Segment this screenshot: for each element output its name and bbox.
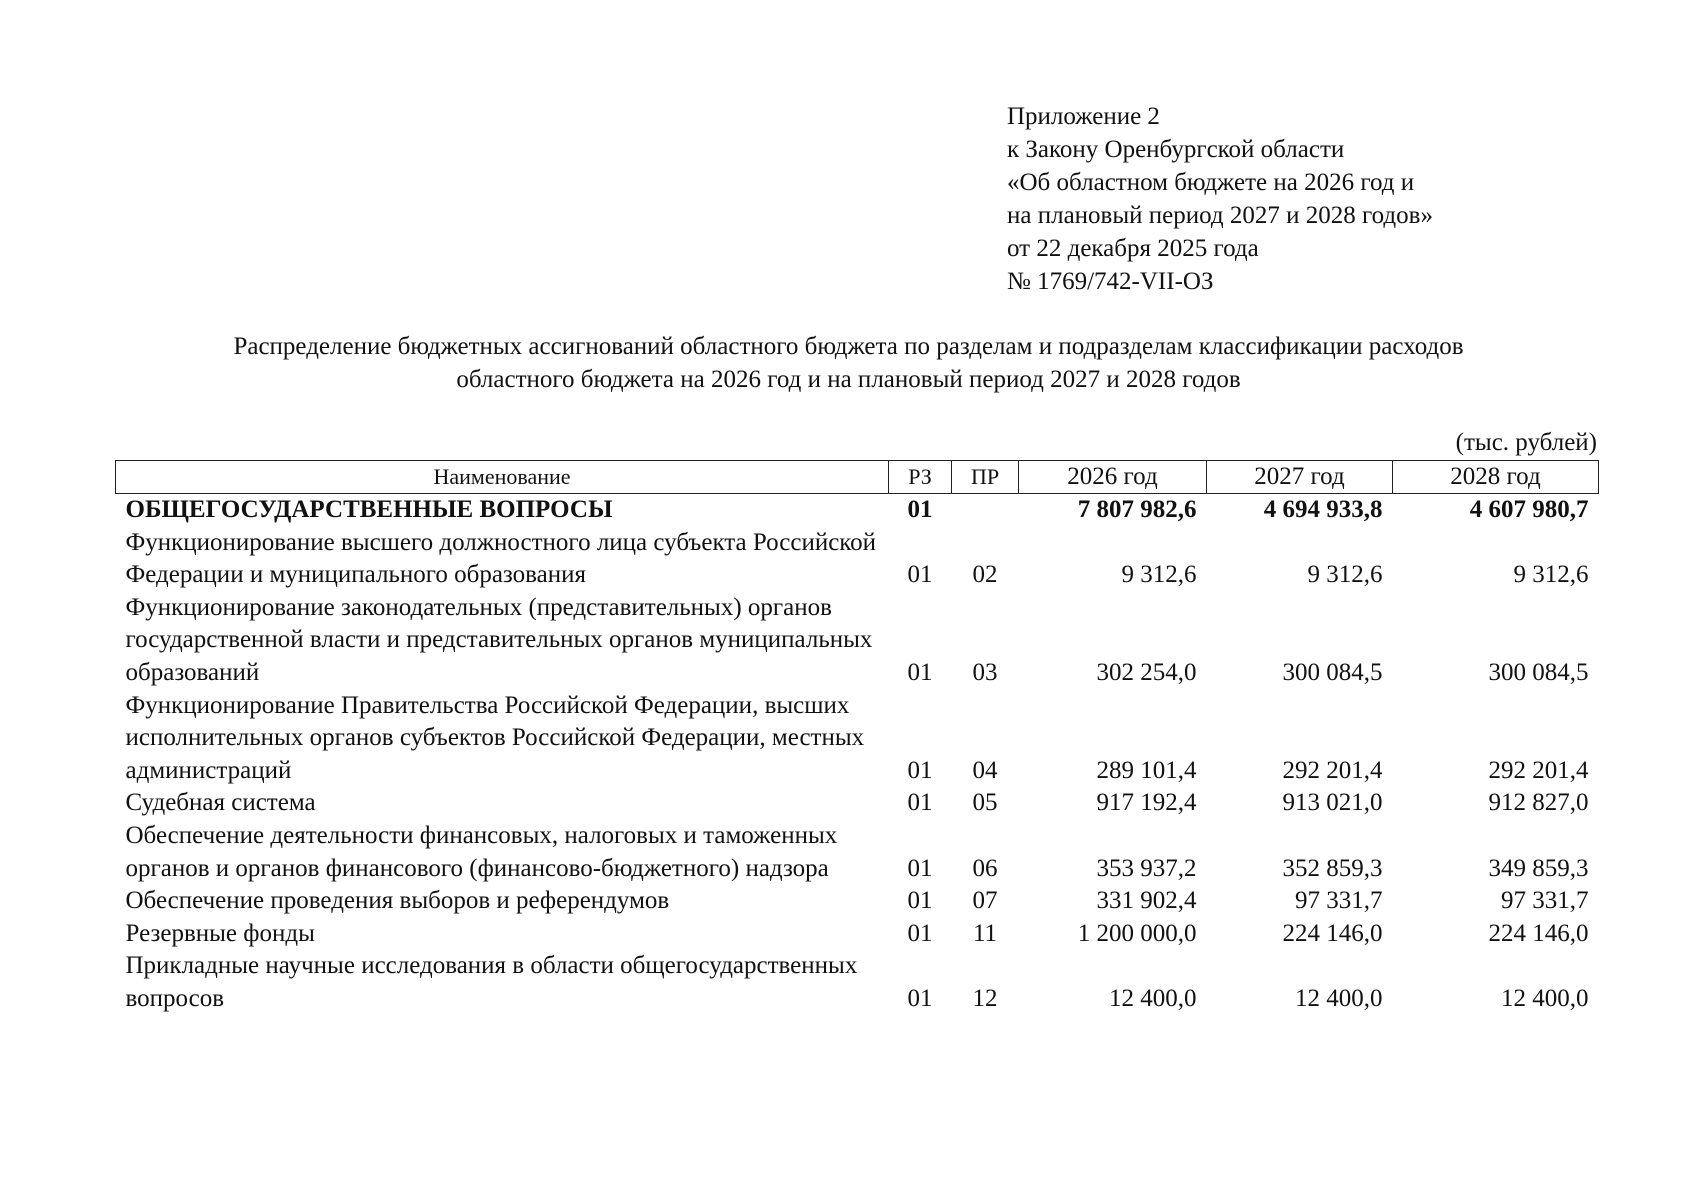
header-pr: ПР: [952, 461, 1019, 494]
header-2027: 2027 год: [1207, 461, 1393, 494]
row-value-2028: 9 312,6: [1513, 561, 1589, 589]
row-name: Прикладные научные исследования в области общегосударственных вопросов: [125, 952, 858, 1012]
header-name: Наименование: [116, 461, 889, 494]
table-row: [116, 885, 1599, 918]
table-row: [116, 950, 1599, 1015]
row-value-2026: 12 400,0: [1109, 984, 1197, 1012]
row-value-2027: 300 084,5: [1282, 658, 1383, 686]
row-name: Функционирование высшего должностного лица субъекта Российской Федерации и муниципального образования: [125, 528, 877, 589]
row-value-2028: 300 084,5: [1488, 658, 1589, 686]
table-row: [116, 820, 1599, 885]
table-row: [116, 592, 1599, 690]
row-value-2026: 1 200 000,0: [1077, 919, 1197, 947]
row-pr: 02: [972, 561, 998, 589]
row-name: Обеспечение деятельности финансовых, налоговых и таможенных органов и органов финансового (финансово-бюджетного) надзора: [125, 821, 838, 882]
row-pr: 05: [972, 789, 998, 817]
table-row: [116, 527, 1599, 592]
document-title-line-1: Распределение бюджетных ассигнований областного бюджета по разделам и подразделам классификации расходов: [233, 333, 1464, 360]
row-rz: 01: [907, 887, 933, 915]
row-value-2028: 349 859,3: [1488, 854, 1589, 882]
row-pr: [952, 494, 1019, 527]
row-value-2027: 4 694 933,8: [1263, 496, 1383, 523]
table-row-section-total: [116, 494, 1599, 527]
row-name: Судебная система: [125, 789, 316, 817]
row-value-2026: 302 254,0: [1096, 658, 1197, 686]
table-row: [116, 690, 1599, 788]
row-name: Обеспечение проведения выборов и референдумов: [125, 887, 670, 915]
header-rz: РЗ: [889, 461, 952, 494]
row-rz: 01: [907, 561, 933, 589]
row-value-2027: 292 201,4: [1282, 756, 1383, 784]
row-rz: 01: [907, 658, 933, 686]
row-pr: 07: [972, 887, 998, 915]
row-value-2028: 292 201,4: [1488, 756, 1589, 784]
row-name: Резервные фонды: [125, 919, 315, 947]
row-rz: 01: [907, 756, 933, 784]
row-value-2027: 9 312,6: [1307, 561, 1383, 589]
row-value-2027: 224 146,0: [1282, 919, 1383, 947]
appendix-line: Приложение 2: [1007, 103, 1160, 130]
row-value-2027: 12 400,0: [1295, 984, 1383, 1012]
header-2026: 2026 год: [1019, 461, 1207, 494]
units-label: (тыс. рублей): [1455, 429, 1597, 456]
document-title: [0, 330, 1697, 396]
row-rz: 01: [907, 789, 933, 817]
row-value-2027: 913 021,0: [1282, 789, 1383, 817]
row-value-2026: 289 101,4: [1096, 756, 1197, 784]
table-row: [116, 918, 1599, 951]
row-name: ОБЩЕГОСУДАРСТВЕННЫЕ ВОПРОСЫ: [125, 496, 613, 523]
header-2028: 2028 год: [1393, 461, 1599, 494]
row-value-2026: 353 937,2: [1096, 854, 1197, 882]
row-name: Функционирование законодательных (представительных) органов государственной власти и представительных органов муниципальных образований: [125, 593, 873, 686]
row-rz: 01: [907, 854, 933, 882]
row-value-2027: 352 859,3: [1282, 854, 1383, 882]
row-pr: 06: [972, 854, 998, 882]
row-name: Функционирование Правительства Российской Федерации, высших исполнительных органов субъектов Российской Федерации, местных администраций: [125, 691, 865, 784]
appendix-line: от 22 декабря 2025 года: [1007, 235, 1259, 262]
row-pr: 03: [972, 658, 998, 686]
row-rz: 01: [907, 496, 933, 523]
row-pr: 04: [972, 756, 998, 784]
row-rz: 01: [907, 984, 933, 1012]
row-value-2026: 331 902,4: [1096, 887, 1197, 915]
appendix-line: «Об областном бюджете на 2026 год и: [1007, 169, 1415, 196]
row-value-2026: 7 807 982,6: [1077, 496, 1197, 523]
row-value-2028: 12 400,0: [1501, 984, 1589, 1012]
appendix-block: [1007, 100, 1433, 298]
row-rz: 01: [907, 919, 933, 947]
table-header-row: [116, 461, 1599, 494]
row-value-2028: 912 827,0: [1488, 789, 1589, 817]
table-row: [116, 787, 1599, 820]
row-value-2028: 97 331,7: [1501, 887, 1589, 915]
row-pr: 11: [972, 919, 998, 947]
row-value-2026: 9 312,6: [1121, 561, 1197, 589]
appendix-line: на плановый период 2027 и 2028 годов»: [1007, 202, 1433, 229]
document-title-line-2: областного бюджета на 2026 год и на плановый период 2027 и 2028 годов: [456, 366, 1241, 393]
row-value-2028: 4 607 980,7: [1469, 496, 1589, 523]
appendix-line: № 1769/742-VII-ОЗ: [1007, 268, 1214, 295]
row-pr: 12: [972, 984, 998, 1012]
row-value-2027: 97 331,7: [1295, 887, 1383, 915]
budget-table: [115, 460, 1599, 1016]
row-value-2026: 917 192,4: [1096, 789, 1197, 817]
appendix-line: к Закону Оренбургской области: [1007, 136, 1345, 163]
row-value-2028: 224 146,0: [1488, 919, 1589, 947]
